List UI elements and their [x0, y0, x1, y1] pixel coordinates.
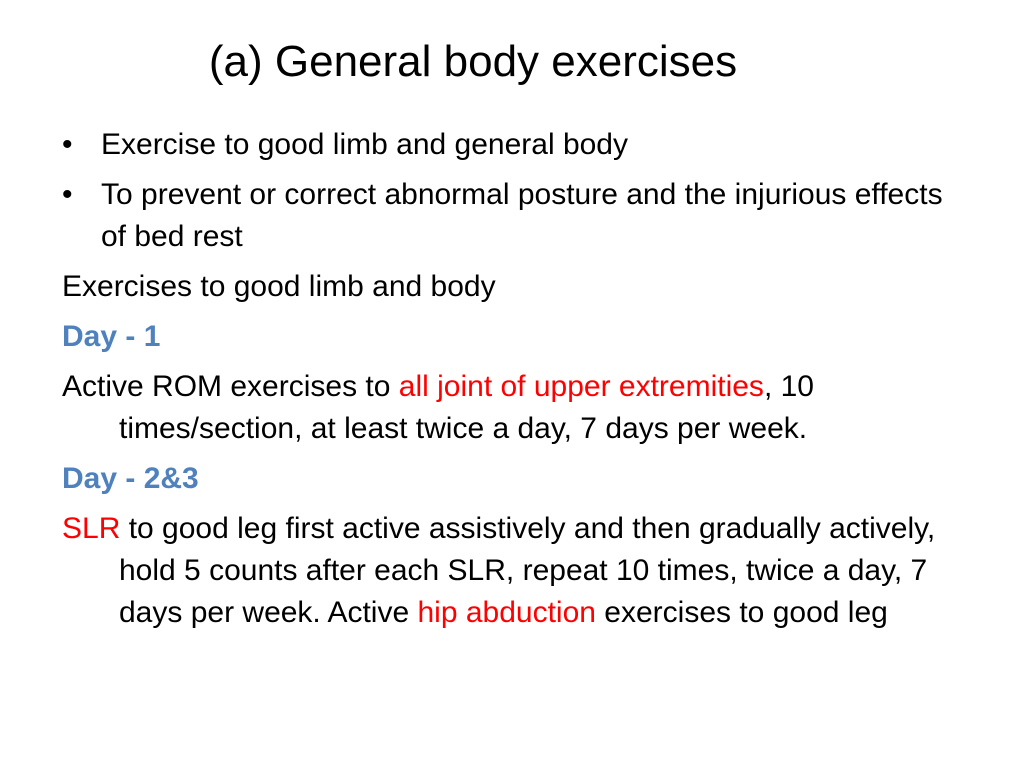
- day-1-highlight: all joint of upper extremities: [398, 370, 764, 403]
- day-2-3-text-1: to good leg first active assistively and then gradually actively, hold 5 counts after each SLR, repeat 10 times, twice a day, 7 days per week. Active: [119, 512, 936, 629]
- bullet-text: Exercise to good limb and general body: [101, 128, 628, 161]
- bullet-text: To prevent or correct abnormal posture and the injurious effects of bed rest: [101, 178, 943, 253]
- day-2-3-text-2: exercises to good leg: [595, 596, 888, 629]
- bullet-icon: •: [62, 128, 73, 161]
- day-1-description: [62, 366, 962, 450]
- day-1-text-1: Active ROM exercises to: [62, 370, 399, 403]
- day-1-text-2: , 10 times/section, at least twice a day, 7 days per week.: [119, 370, 814, 445]
- bullet-item: [62, 174, 962, 258]
- slide-title: (a) General body exercises: [208, 37, 738, 86]
- slide-body: [62, 124, 962, 642]
- day-2-3-description: [62, 508, 962, 634]
- bullet-icon: •: [62, 178, 73, 211]
- intro-text: Exercises to good limb and body: [62, 270, 496, 303]
- day-1-heading: Day - 1: [62, 320, 161, 353]
- day-2-3-heading: Day - 2&3: [62, 462, 199, 495]
- bullet-item: [62, 124, 962, 166]
- hip-abduction-highlight: hip abduction: [417, 596, 596, 629]
- slr-highlight: SLR: [62, 512, 121, 545]
